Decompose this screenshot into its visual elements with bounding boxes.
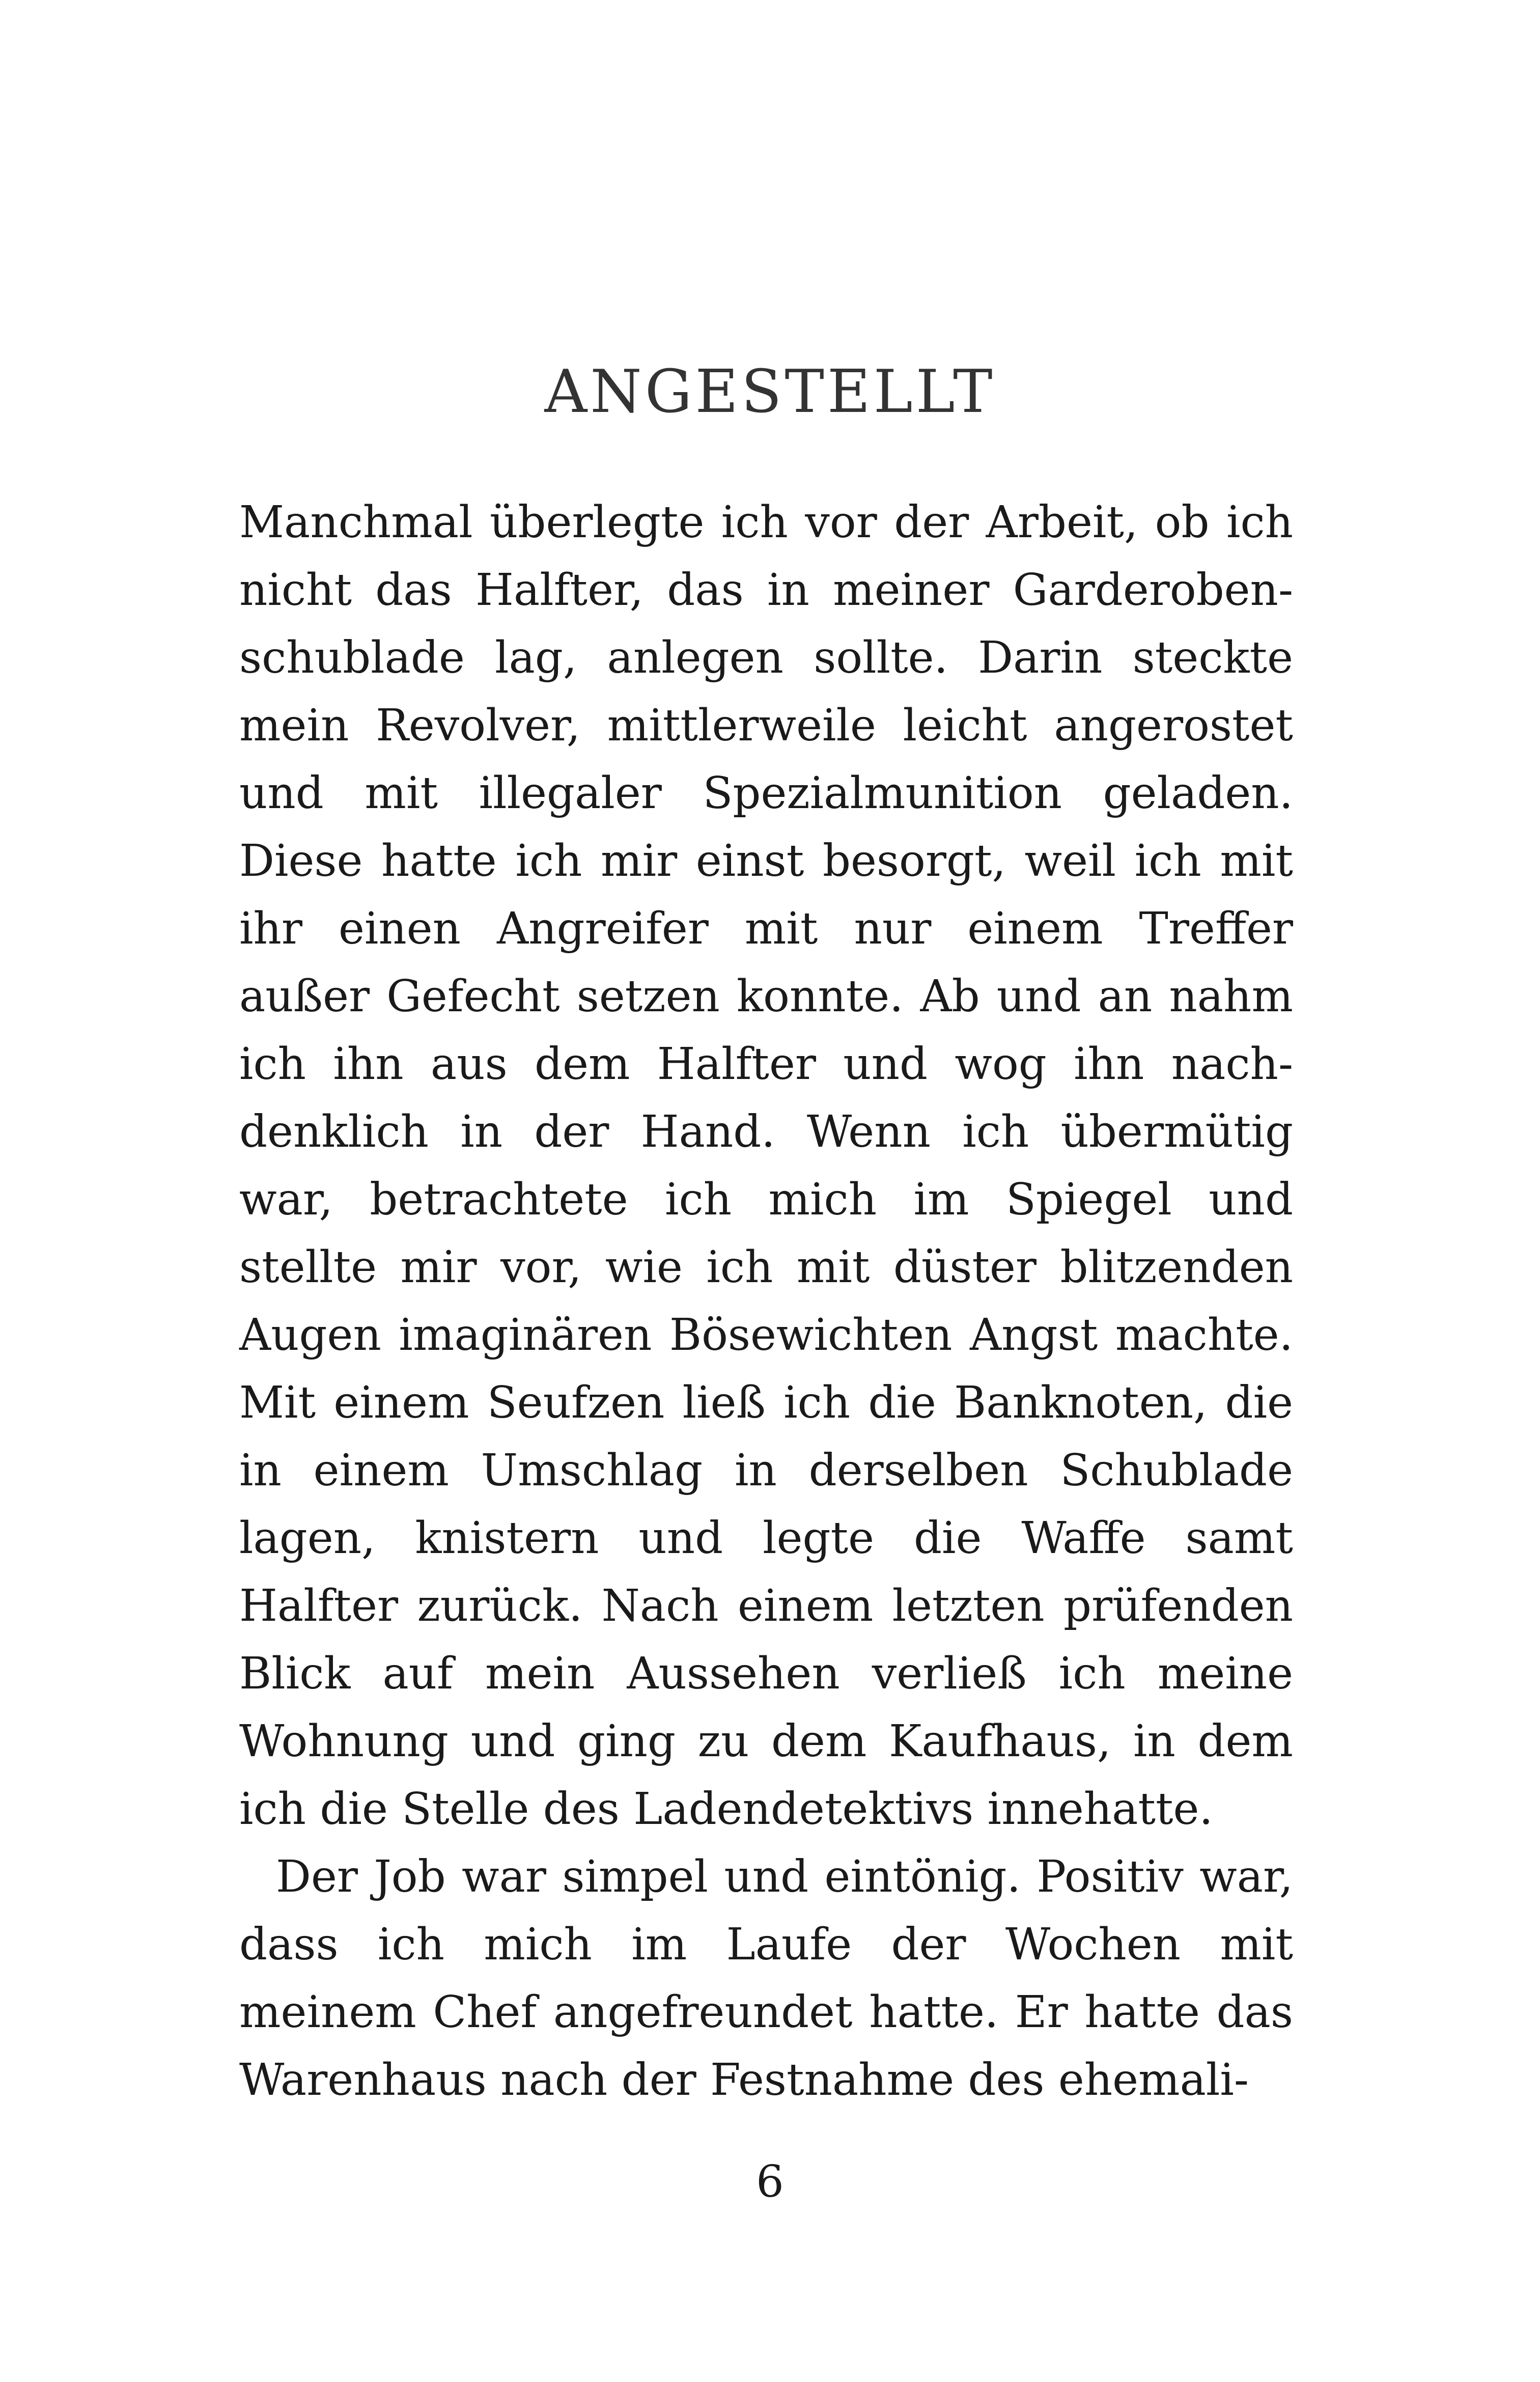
chapter-title: ANGESTELLT [544,357,996,426]
body-text [239,489,1293,2114]
paragraph: Der Job war simpel und eintönig. Positiv war, dass ich mich im Laufe der Wochen mit meinem Chef angefreundet hatte. Er hatte das Warenhaus nach der Festnahme des ehemali- [239,1851,1293,2106]
paragraph: Manchmal überlegte ich vor der Arbeit, ob ich nicht das Halfter, das in meiner Garderobenschublade lag, anlegen sollte. Darin steckte mein Revolver, mittlerweile leicht angerostet und mit illegaler Spezialmunition geladen. Diese hatte ich mir einst besorgt, weil ich mit ihr einen Angreifer mit nur einem Treffer außer Gefecht setzen konnte. Ab und an nahm ich ihn aus dem Halfter und wog ihn nachdenklich in der Hand. Wenn ich übermütig war, betrachtete ich mich im Spiegel und stellte mir vor, wie ich mit düster blitzenden Augen imaginären Bösewichten Angst machte. Mit einem Seufzen ließ ich die Banknoten, die in einem Umschlag in derselben Schublade lagen, knistern und legte die Waffe samt Halfter zurück. Nach einem letzten prüfenden Blick auf mein Aussehen verließ ich meine Wohnung und ging zu dem Kaufhaus, in dem ich die Stelle des Ladendetektivs innehatte. [239,497,1293,1835]
page-number: 6 [756,2156,784,2207]
